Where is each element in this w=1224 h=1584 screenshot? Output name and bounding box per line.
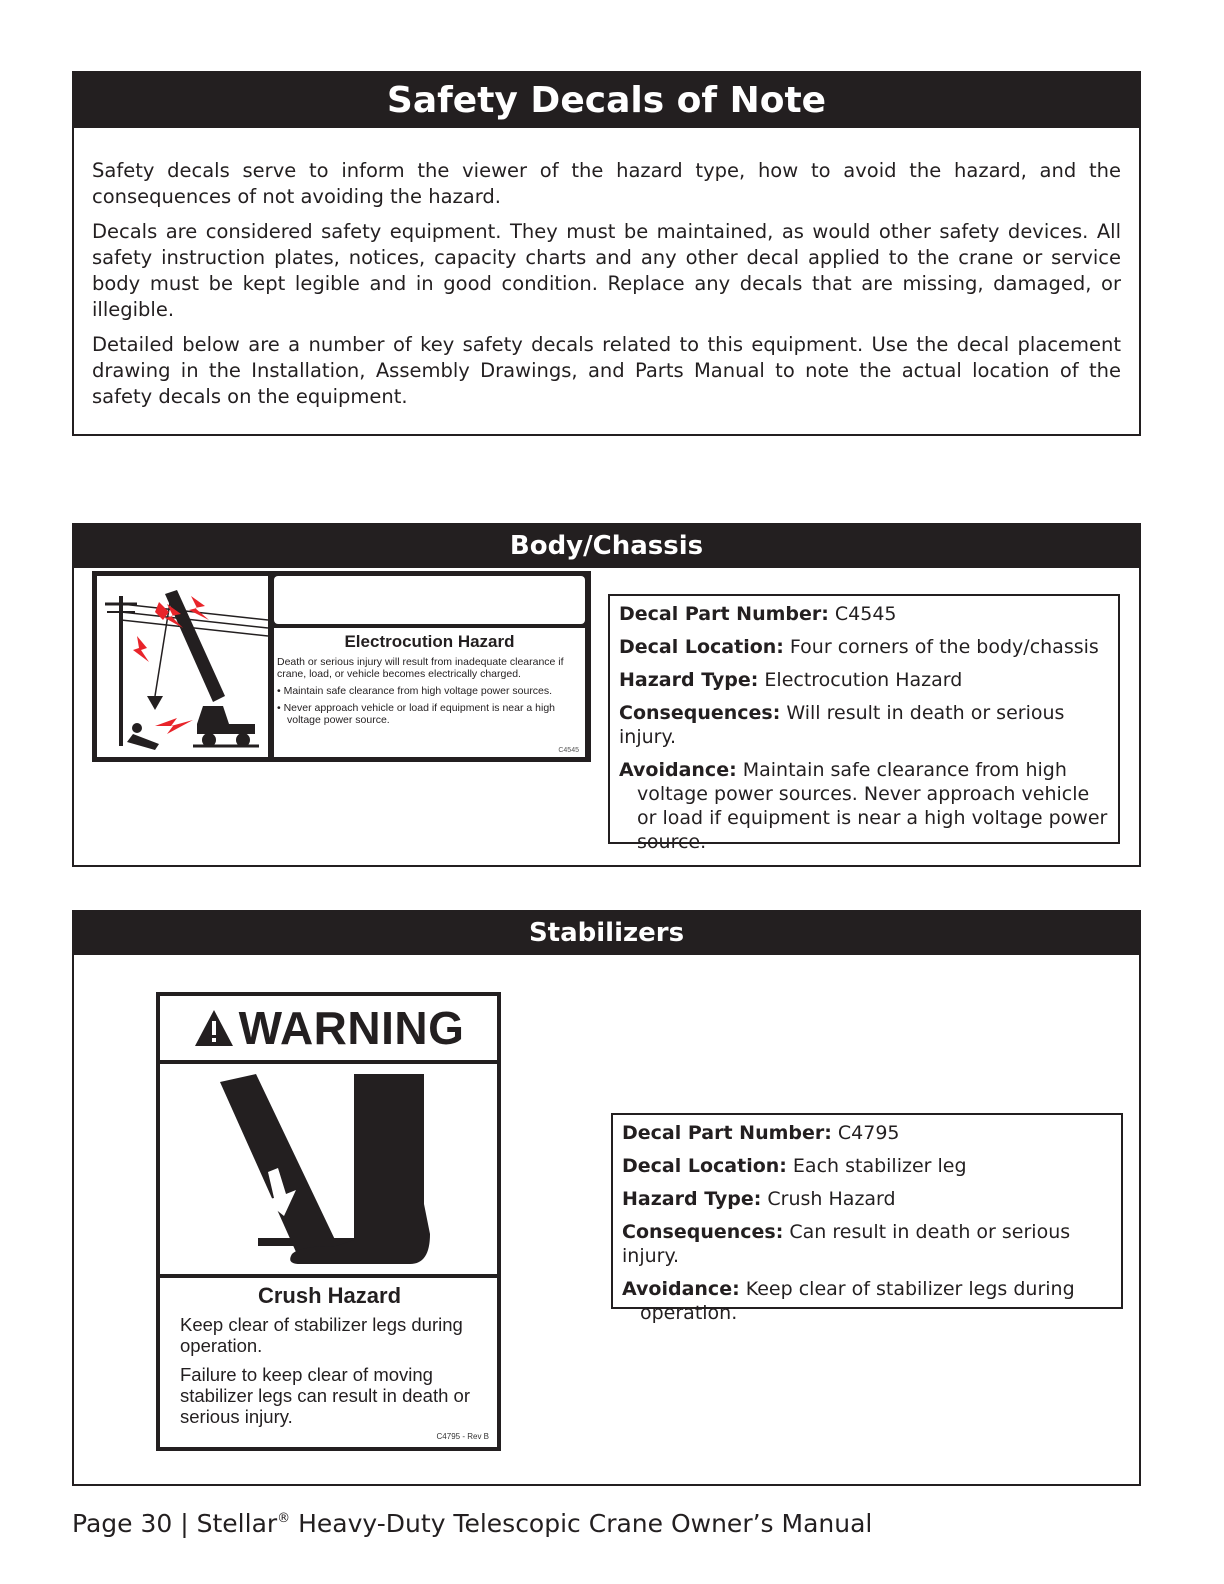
- registered-mark: ®: [277, 1511, 291, 1526]
- hazard-type: Hazard Type: Electrocution Hazard: [619, 669, 963, 691]
- decal-title: Crush Hazard: [257, 1283, 402, 1308]
- intro-paragraph: Safety decals serve to inform the viewer of the hazard type, how to avoid the hazard, and the consequences of not avoiding the hazard.: [92, 159, 1121, 208]
- decal-location: Decal Location: Four corners of the body/chassis: [619, 636, 1099, 658]
- hazard-type: Hazard Type: Crush Hazard: [622, 1188, 896, 1210]
- stabilizers-title: Stabilizers: [74, 912, 1139, 955]
- stabilizers-section: [72, 910, 1141, 1486]
- electrocution-decal: [92, 571, 591, 762]
- manual-title: Heavy-Duty Telescopic Crane Owner’s Manual: [298, 1509, 873, 1538]
- intro-body: [74, 128, 1139, 410]
- stabilizers-info-box: [611, 1113, 1123, 1324]
- brand-name: Stellar: [196, 1509, 278, 1538]
- consequences: Consequences: Will result in death or serious injury.: [619, 702, 1065, 748]
- intro-paragraph: Decals are considered safety equipment. They must be maintained, as would other safety devices. All safety instruction plates, notices, capacity charts and any other decal applied to the crane or service body must be kept legible and in good condition. Replace any decals that are missing, damaged, or illegible.: [92, 220, 1121, 321]
- warning-header: [160, 996, 497, 1064]
- signal-word: WARNING: [238, 1002, 465, 1054]
- body-chassis-info-box: [608, 594, 1120, 853]
- warning-triangle-icon: [193, 1008, 235, 1048]
- decal-text: Keep clear of stabilizer legs during operation.: [180, 1314, 463, 1356]
- decal-bullet: • Maintain safe clearance from high voltage power sources.: [277, 685, 553, 697]
- decal-part-number: Decal Part Number: C4545: [619, 603, 897, 625]
- decal-title: Electrocution Hazard: [344, 632, 515, 651]
- decal-text-panel: [160, 1278, 497, 1427]
- decal-code: C4545: [558, 747, 579, 754]
- body-chassis-section: [72, 523, 1141, 867]
- crush-decal: [156, 992, 501, 1451]
- intro-section: [72, 71, 1141, 436]
- decal-header-blank: [274, 576, 585, 624]
- body-chassis-title: Body/Chassis: [74, 525, 1139, 568]
- consequences: Consequences: Can result in death or serious injury.: [622, 1221, 1071, 1267]
- decal-part-number: Decal Part Number: C4795: [622, 1122, 900, 1144]
- intro-title: Safety Decals of Note: [74, 73, 1139, 128]
- decal-text-panel: [274, 628, 585, 757]
- avoidance: Avoidance: Keep clear of stabilizer legs during operation.: [622, 1278, 1075, 1324]
- page-number: Page 30: [72, 1509, 173, 1538]
- page-footer: [72, 1503, 872, 1540]
- avoidance: Avoidance: Maintain safe clearance from high voltage power sources. Never approach vehicle or load if equipment is near a high voltage power source.: [619, 759, 1108, 853]
- footer-separator: |: [180, 1509, 189, 1538]
- intro-paragraph: Detailed below are a number of key safety decals related to this equipment. Use the decal placement drawing in the Installation, Assembly Drawings, and Parts Manual to note the actual location of the safety decals on the equipment.: [92, 333, 1121, 408]
- decal-code: C4795 - Rev B: [436, 1432, 489, 1441]
- decal-location: Decal Location: Each stabilizer leg: [622, 1155, 967, 1177]
- electrocution-hazard-icon: [97, 576, 268, 757]
- decal-text: Death or serious injury will result from inadequate clearance if crane, load, or vehicle becomes electrically charged.: [277, 656, 564, 680]
- crush-hazard-icon: [160, 1064, 497, 1278]
- decal-text: Failure to keep clear of moving stabilizer legs can result in death or serious injury.: [180, 1364, 470, 1427]
- decal-bullet: • Never approach vehicle or load if equipment is near a high voltage power source.: [277, 702, 556, 726]
